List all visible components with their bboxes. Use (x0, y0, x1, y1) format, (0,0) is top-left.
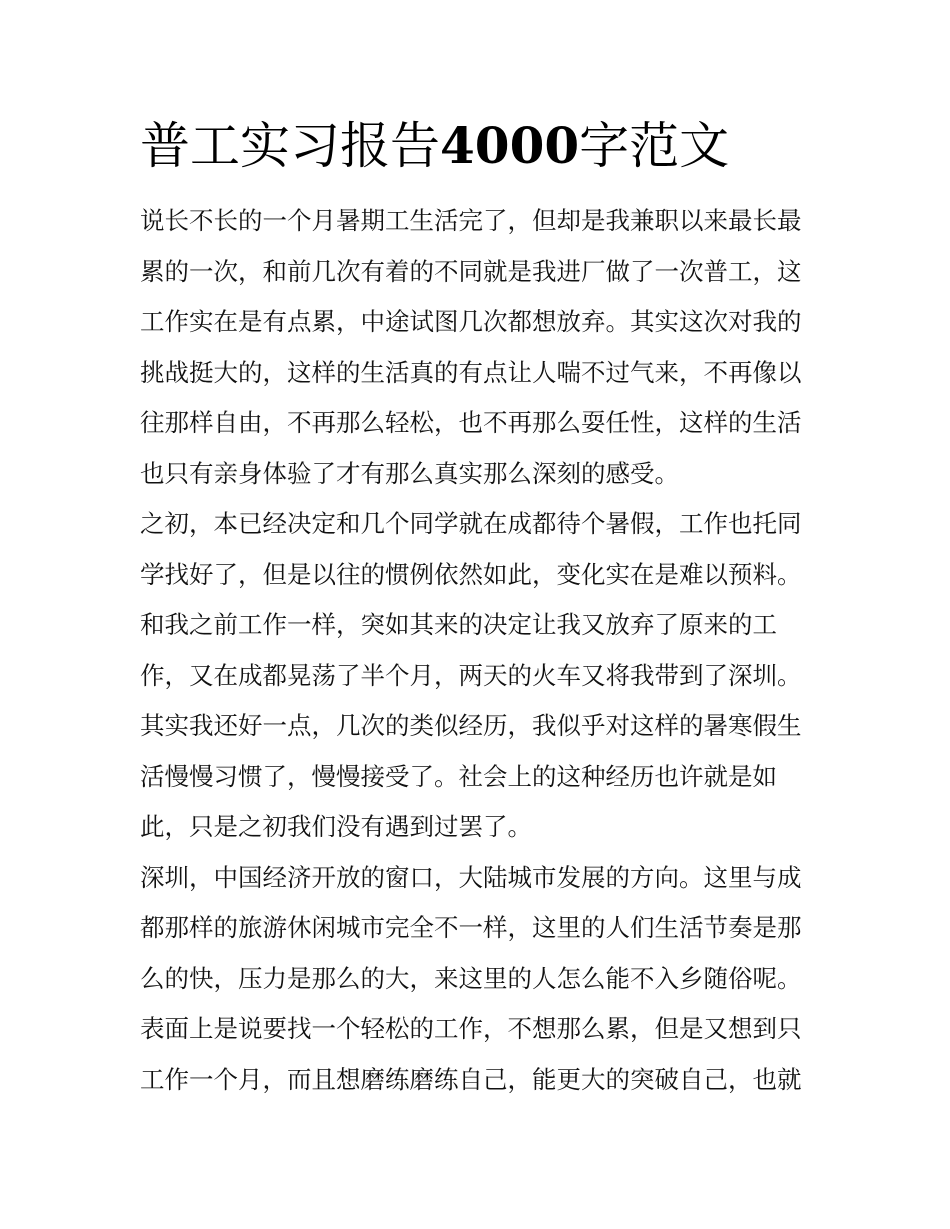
text-line: 往那样自由，不再那么轻松，也不再那么耍任性，这样的生活 (140, 408, 802, 437)
text-line: 活慢慢习惯了，慢慢接受了。社会上的这种经历也许就是如 (140, 761, 777, 791)
text-line: 工作一个月，而且想磨练磨练自己，能更大的突破自己，也就 (140, 1064, 802, 1094)
document-body (140, 196, 820, 1105)
text-line: 也只有亲身体验了才有那么真实那么深刻的感受。 (140, 458, 679, 488)
text-line: 作，又在成都晃荡了半个月，两天的火车又将我带到了深圳。 (140, 660, 802, 690)
title-prefix: 普工实习报告 (140, 117, 440, 175)
text-line: 累的一次，和前几次有着的不同就是我进厂做了一次普工，这 (140, 256, 802, 286)
text-line: 么的快，压力是那么的大，来这里的人怎么能不入乡随俗呢。 (140, 963, 802, 993)
text-line: 之初，本已经决定和几个同学就在成都待个暑假，工作也托同 (140, 509, 802, 538)
text-line: 表面上是说要找一个轻松的工作，不想那么累，但是又想到只 (140, 1014, 802, 1043)
text-line: 和我之前工作一样，突如其来的决定让我又放弃了原来的工 (140, 610, 777, 639)
text-line: 都那样的旅游休闲城市完全不一样，这里的人们生活节奏是那 (140, 913, 802, 942)
text-line: 此，只是之初我们没有遇到过罢了。 (140, 812, 532, 841)
text-line: 其实我还好一点，几次的类似经历，我似乎对这样的暑寒假生 (140, 711, 802, 740)
title-suffix: 字范文 (579, 117, 730, 175)
text-line: 挑战挺大的，这样的生活真的有点让人喘不过气来，不再像以 (140, 357, 802, 387)
title-number: 4000 (440, 116, 580, 175)
text-line: 说长不长的一个月暑期工生活完了，但却是我兼职以来最长最 (140, 206, 802, 235)
text-line: 工作实在是有点累，中途试图几次都想放弃。其实这次对我的 (140, 307, 802, 336)
document-title (140, 112, 840, 180)
text-line: 深圳，中国经济开放的窗口，大陆城市发展的方向。这里与成 (140, 862, 802, 892)
text-line: 学找好了，但是以往的惯例依然如此，变化实在是难以预料。 (140, 559, 802, 589)
